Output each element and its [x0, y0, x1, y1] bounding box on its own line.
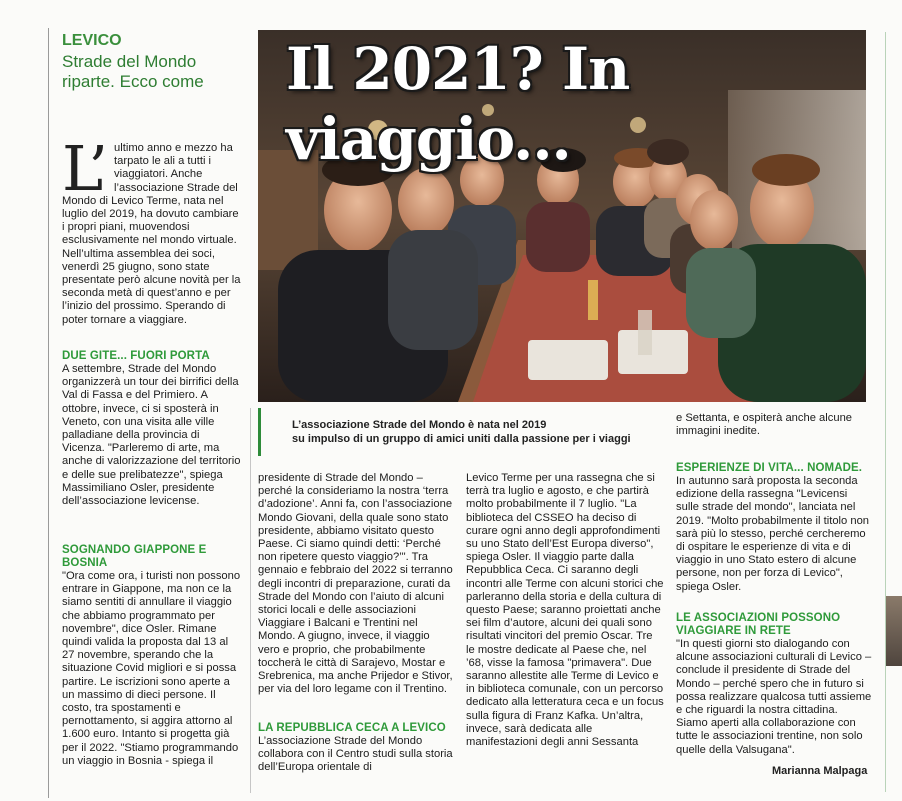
photo-caption — [292, 418, 662, 446]
drop-cap: L’ — [62, 132, 109, 205]
section-text: A settembre, Strade del Mondo organizzerà un tour dei birrifici della Val di Fassa e del Primiero. A ottobre, invece, ci si sposterà in Veneto, con una visita alle ville palladiane della provincia di Vicenza. "Parleremo di arte, ma anche di valorizzazione del territorio e delle sue prelibatezze", spiega Massimiliano Osler, presidente dell’associazione levicense. — [62, 363, 241, 508]
column-3-text: Levico Terme per una rassegna che si terrà tra luglio e agosto, e che partirà molto probabilmente il 7 luglio. "La biblioteca del CSSEO ha deciso di curare ogni anno degli approfondimenti su uno Stato dell’Est Europa diverso", spiega Osler. Il viaggio parte dalla Repubblica Ceca. Ci saranno degli incontri alle Terme con alcuni storici che parleranno della storia e della cultura di questo Paese; saranno proiettati anche sei film d’autore, alcuni dei quali sono risultati vincitori del premio Oscar. Tre le mostre dedicate al Paese che, nel ’68, visse la famosa "primavera". Due saranno allestite alle Terme di Levico e in biblioteca comunale, con un percorso dedicato alla letteratura ceca e un focus sulla figura di Franz Kafka. Un’altra, invece, sarà dedicata alle manifestazioni degli anni Sessanta — [466, 472, 664, 749]
subhead: LE ASSOCIAZIONI POSSONO VIAGGIARE IN RETE — [676, 612, 841, 637]
section-text: "Ora come ora, i turisti non possono entrare in Giappone, ma non ce la siamo sentiti di annullare il viaggio che abbiamo programmato per novembre", dice Osler. Rimane quindi valida la proposta dal 13 al 27 novembre, sperando che la situazione Covid migliori e si possa partire. Le iscrizioni sono aperte a un massimo di dieci persone. Il costo, tra spostamenti e pernottamento, si aggira attorno al 1.600 euro. Intanto si progetta già per il 2022. "Stiamo programmando un viaggio in Bosnia - spiega il — [62, 570, 241, 767]
page-edge-rule — [885, 32, 886, 792]
column-4-top-text: e Settanta, e ospiterà anche alcune immagini inedite. — [676, 412, 853, 438]
subhead: DUE GITE... FUORI PORTA — [62, 350, 210, 362]
caption-line: su impulso di un gruppo di amici uniti dalla passione per i viaggi — [292, 433, 631, 445]
section-giappone — [62, 544, 242, 768]
article-header — [62, 32, 242, 92]
section-text: L’associazione Strade del Mondo collabora con il Centro studi sulla storia dell’Europa orientale di — [258, 735, 453, 774]
column-divider — [250, 408, 251, 793]
byline: Marianna Malpaga — [772, 765, 868, 777]
subhead: LA REPUBBLICA CECA A LEVICO — [258, 722, 446, 734]
photo-title: Il 2021? In viaggio... — [286, 35, 630, 173]
subhead: ESPERIENZE DI VITA... NOMADE. — [676, 462, 863, 474]
section-esperienze-nomade — [676, 462, 872, 594]
column-2-text: presidente di Strade del Mondo – perché la consideriamo la nostra ‘terra d’adozione’. Anni fa, con l’associazione Mondo Giovani, della quale sono stato presidente, abbiamo visitato questo Paese. Ci siamo quindi detti: ‘Perché non ripetere questo viaggio?’". Tra gennaio e febbraio del 2022 si terranno degli incontri di preparazione, curati da Strade del Mondo con l’aiuto di alcuni storici locali e delle associazioni Viaggiare i Balcani e Trentini nel Mondo. A giugno, invece, il viaggio vero e proprio, che probabilmente toccherà le città di Sarajevo, Mostar e Srebrenica, ma anche Prijedor e Stivor, per via del loro legame con il Trentino. — [258, 472, 453, 696]
subhead: SOGNANDO GIAPPONE E BOSNIA — [62, 544, 207, 569]
section-text: "In questi giorni sto dialogando con alcune associazioni culturali di Levico – conclude il presidente di Strade del Mondo – perché spero che in futuro si possa realizzare qualcosa tutti assieme e che riguardi la nostra cittadina. Siamo aperti alla collaborazione con tutte le associazioni trentine, non solo quelle della Valsugana". — [676, 638, 872, 756]
column-divider — [48, 28, 49, 798]
section-text: In autunno sarà proposta la seconda edizione della rassegna "Levicensi sulle strade del mondo", lanciata nel 2019. "Molto probabilmente il titolo non sarà più lo stesso, perché cercheremo di ospitare le esperienze di vita e di viaggio in uno Stato estero di alcune persone, non per forza di Levico", spiega Osler. — [676, 475, 870, 593]
kicker: LEVICO — [62, 32, 122, 49]
article-photo — [258, 30, 866, 402]
section-repubblica-ceca — [258, 722, 454, 775]
caption-line: L’associazione Strade del Mondo è nata nel 2019 — [292, 419, 547, 431]
intro-text: ultimo anno e mezzo ha tarpato le ali a tutti i viaggiatori. Anche l’associazione Strade del Mondo di Levico Terme, nata nel luglio del 2019, ha dovuto cambiare i propri piani, muovendosi esclusivamente nel mondo virtuale. Nell’ultima assemblea dei soci, venerdì 25 giugno, sono state presentate però alcune novità per la seconda metà di quest’anno e per l’inizio del prossimo. Sperando di poter tornare a viaggiare. — [62, 142, 241, 326]
intro-paragraph — [62, 132, 242, 327]
adjacent-page-image — [886, 596, 902, 666]
section-due-gite — [62, 350, 242, 508]
headline: Strade del Mondo riparte. Ecco come — [62, 52, 204, 91]
section-associazioni-rete — [676, 612, 872, 757]
